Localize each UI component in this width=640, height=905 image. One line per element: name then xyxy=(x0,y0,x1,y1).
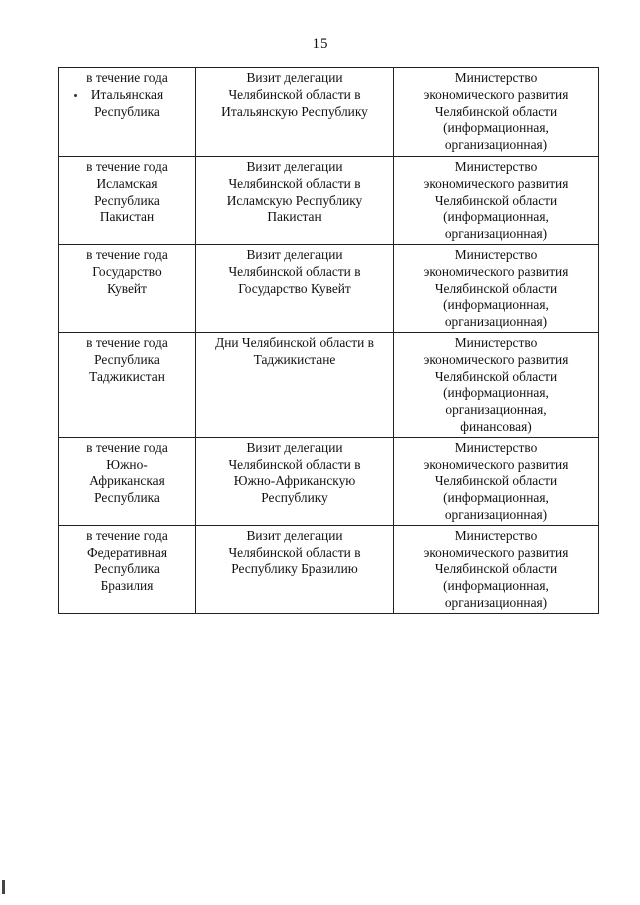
table-row xyxy=(59,68,599,157)
table-row xyxy=(59,332,599,437)
period-cell: в течение года Южно- Африканская Республика xyxy=(59,437,196,525)
scan-edge-mark xyxy=(2,880,5,894)
responsible-cell: Министерство экономического развития Челябинской области (информационная, организационная) xyxy=(394,68,599,157)
page-number: 15 xyxy=(312,36,328,52)
table-row xyxy=(59,157,599,245)
responsible-cell: Министерство экономического развития Челябинской области (информационная, организационная) xyxy=(394,437,599,525)
responsible-cell: Министерство экономического развития Челябинской области (информационная, организационная) xyxy=(394,525,599,613)
period-cell: в течение года Итальянская Республика xyxy=(59,68,196,157)
period-cell: в течение года Государство Кувейт xyxy=(59,244,196,332)
table-row xyxy=(59,525,599,613)
table-row xyxy=(59,437,599,525)
event-cell: Визит делегации Челябинской области в Исламскую Республику Пакистан xyxy=(196,157,394,245)
event-cell: Дни Челябинской области в Таджикистане xyxy=(196,332,394,437)
event-cell: Визит делегации Челябинской области в Южно-Африканскую Республику xyxy=(196,437,394,525)
period-cell: в течение года Республика Таджикистан xyxy=(59,332,196,437)
event-cell: Визит делегации Челябинской области в Итальянскую Республику xyxy=(196,68,394,157)
period-cell: в течение года Федеративная Республика Бразилия xyxy=(59,525,196,613)
period-cell: в течение года Исламская Республика Пакистан xyxy=(59,157,196,245)
scan-dot xyxy=(74,94,77,97)
event-cell: Визит делегации Челябинской области в Республику Бразилию xyxy=(196,525,394,613)
table-row xyxy=(59,244,599,332)
responsible-cell: Министерство экономического развития Челябинской области (информационная, организационная) xyxy=(394,244,599,332)
events-table xyxy=(58,67,599,614)
responsible-cell: Министерство экономического развития Челябинской области (информационная, организационная) xyxy=(394,157,599,245)
event-cell: Визит делегации Челябинской области в Государство Кувейт xyxy=(196,244,394,332)
responsible-cell: Министерство экономического развития Челябинской области (информационная, организационная, финансовая) xyxy=(394,332,599,437)
